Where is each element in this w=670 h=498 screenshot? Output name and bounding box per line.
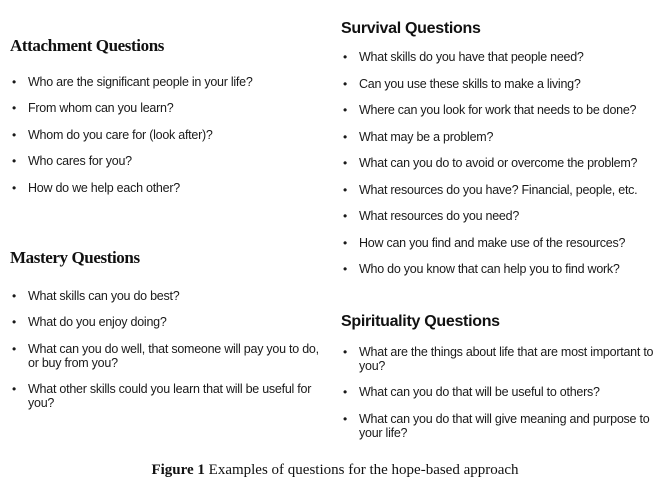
attachment-questions-section (10, 36, 330, 207)
list-item: • What can you do that will give meaning and purpose to your life? (341, 412, 659, 440)
figure-label: Figure 1 (151, 462, 205, 478)
list-item: • What resources do you have? Financial, people, etc. (341, 183, 661, 197)
list-item: • What do you enjoy doing? (10, 315, 332, 329)
list-item: • What can you do well, that someone will pay you to do, or buy from you? (10, 342, 332, 370)
list-item: • What can you do that will be useful to others? (341, 385, 659, 399)
list-item: • What resources do you need? (341, 209, 661, 223)
list-item: • Who cares for you? (10, 154, 330, 168)
spirituality-questions-section (341, 313, 659, 452)
list-item: • Who do you know that can help you to find work? (341, 262, 661, 276)
mastery-questions-list (10, 289, 332, 410)
list-item: • What are the things about life that are most important to you? (341, 345, 659, 373)
survival-questions-section (341, 20, 661, 289)
list-item: • Whom do you care for (look after)? (10, 128, 330, 142)
attachment-questions-heading: Attachment Questions (10, 36, 164, 55)
list-item: • What skills do you have that people need? (341, 50, 661, 64)
list-item: • What skills can you do best? (10, 289, 332, 303)
list-item: • What other skills could you learn that will be useful for you? (10, 382, 332, 410)
list-item: • Who are the significant people in your life? (10, 75, 330, 89)
figure-caption (0, 462, 670, 479)
list-item: • Can you use these skills to make a living? (341, 77, 661, 91)
list-item: • What may be a problem? (341, 130, 661, 144)
list-item: • What can you do to avoid or overcome the problem? (341, 156, 661, 170)
mastery-questions-section (10, 248, 332, 423)
survival-questions-heading: Survival Questions (341, 20, 481, 37)
mastery-questions-heading: Mastery Questions (10, 248, 140, 267)
list-item: • How can you find and make use of the resources? (341, 236, 661, 250)
attachment-questions-list (10, 75, 330, 195)
list-item: • Where can you look for work that needs to be done? (341, 103, 661, 117)
figure-caption-text: Examples of questions for the hope-based approach (208, 462, 519, 478)
list-item: • How do we help each other? (10, 181, 330, 195)
list-item: • From whom can you learn? (10, 101, 330, 115)
spirituality-questions-list (341, 345, 659, 440)
spirituality-questions-heading: Spirituality Questions (341, 313, 500, 330)
survival-questions-list (341, 50, 661, 276)
